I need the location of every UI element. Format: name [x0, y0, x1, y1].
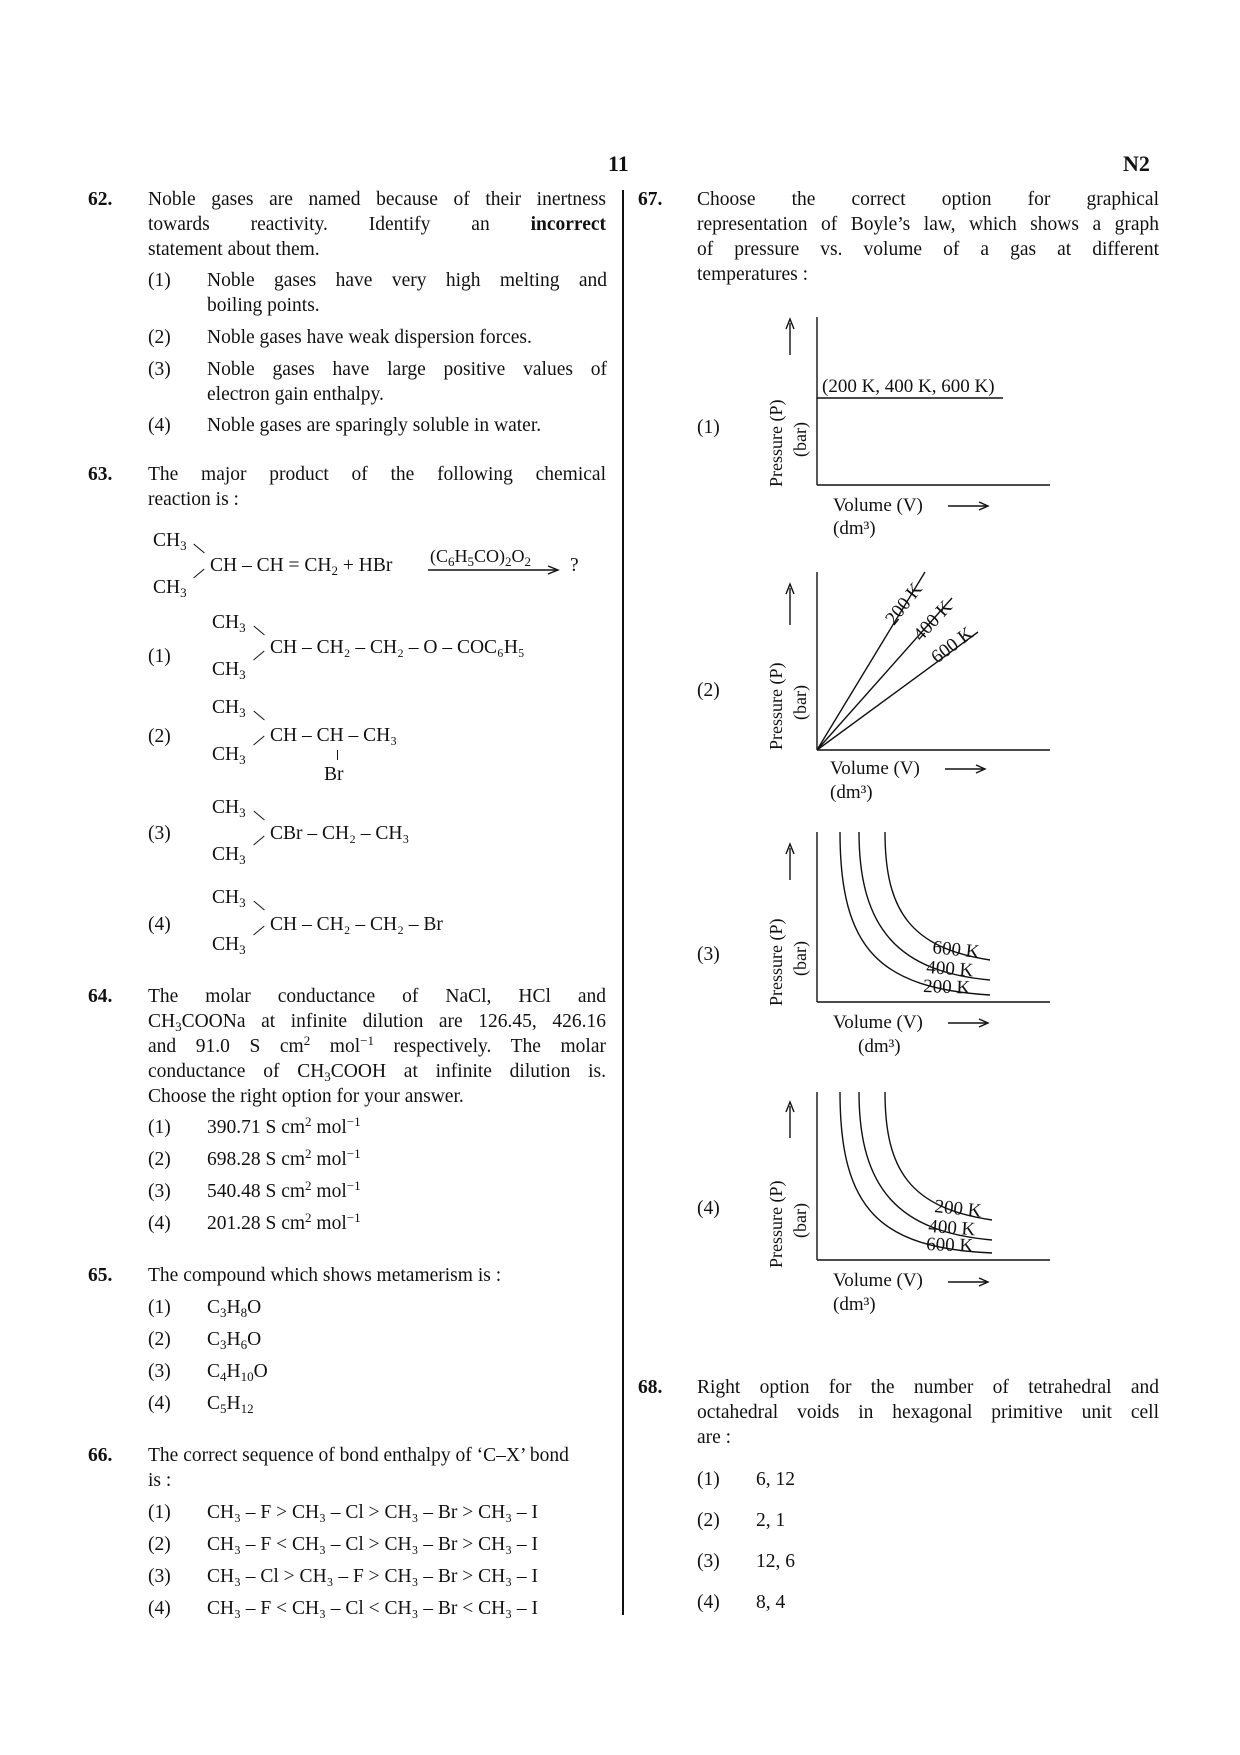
svg-text:Pressure (P): Pressure (P)	[766, 1180, 786, 1268]
svg-text:200 K: 200 K	[881, 579, 927, 630]
svg-text:(dm³): (dm³)	[833, 1294, 876, 1315]
svg-text:Volume (V): Volume (V)	[833, 495, 923, 516]
svg-text:600 K: 600 K	[931, 937, 981, 963]
svg-text:Volume (V): Volume (V)	[830, 758, 920, 779]
q67-graph-3	[760, 830, 1060, 1070]
svg-text:Volume (V): Volume (V)	[833, 1270, 923, 1291]
svg-text:200 K: 200 K	[922, 976, 971, 999]
q63-option-2-br: Br	[324, 764, 344, 785]
svg-text:(dm³): (dm³)	[830, 782, 873, 803]
q63-option-3-chain: CBr – CH₂ – CH₃	[270, 823, 410, 844]
svg-text:(bar): (bar)	[790, 941, 810, 976]
q63-text: The major product of the following chemical reaction is :	[148, 464, 606, 510]
q62-number: 62.	[88, 189, 113, 210]
svg-text:600 K: 600 K	[927, 622, 978, 668]
q65-text: The compound which shows metamerism is :	[148, 1265, 502, 1286]
svg-text:Pressure (P): Pressure (P)	[766, 918, 786, 1006]
column-divider	[622, 190, 624, 1615]
q62-text: Noble gases are named because of their inertness towards reactivity. Identify an incorrect statement about them.	[148, 189, 607, 260]
q67-number: 67.	[638, 189, 663, 210]
svg-text:200 K: 200 K	[933, 1196, 983, 1222]
q68-number: 68.	[638, 1377, 663, 1398]
q67-text: Choose the correct option for graphical representation of Boyle’s law, which shows a graph of pressure vs. volume of a gas at different temperatures :	[697, 189, 1159, 285]
svg-text:(dm³): (dm³)	[858, 1036, 901, 1057]
q67-graph-2	[760, 570, 1060, 810]
svg-text:600 K: 600 K	[925, 1234, 974, 1257]
svg-text:Pressure (P): Pressure (P)	[766, 662, 786, 750]
q67-graph-1	[760, 315, 1060, 540]
svg-text:Volume (V): Volume (V)	[833, 1012, 923, 1033]
q63-option-2-chain: CH – CH – CH₃	[270, 725, 398, 746]
q65-number: 65.	[88, 1265, 113, 1286]
svg-text:(bar): (bar)	[790, 422, 810, 457]
svg-text:400 K: 400 K	[925, 957, 974, 982]
q66-text: The correct sequence of bond enthalpy of ‘C–X’ bond is :	[148, 1445, 569, 1491]
q66-number: 66.	[88, 1445, 113, 1466]
svg-text:400 K: 400 K	[927, 1216, 976, 1241]
q63-number: 63.	[88, 464, 113, 485]
q67-graph-4	[760, 1090, 1060, 1330]
page-number: 11	[608, 151, 629, 176]
q63-option-4-chain: CH – CH₂ – CH₂ – Br	[270, 914, 443, 935]
q64-text: The molar conductance of NaCl, HCl and $CH_3COONa$ at infinite dilution are 126.45, 426.16 and 91.0 S $cm^2$ mol$^{-1}$ respectively. The molar conductance of $CH_3COOH$ at infinite dilution is. Choose the right option for your answer.	[148, 986, 606, 1107]
svg-text:Pressure (P): Pressure (P)	[766, 399, 786, 487]
svg-text:(bar): (bar)	[790, 685, 810, 720]
q63-option-1-chain: CH – CH₂ – CH₂ – O – COC₆H₅	[270, 637, 525, 658]
svg-text:(dm³): (dm³)	[833, 518, 876, 539]
svg-text:400 K: 400 K	[909, 596, 957, 646]
q68-text: Right option for the number of tetrahedral and octahedral voids in hexagonal primitive unit cell are :	[697, 1377, 1159, 1448]
paper-code: N2	[1123, 151, 1150, 176]
reaction-arrow	[428, 564, 563, 576]
svg-text:(bar): (bar)	[790, 1203, 810, 1238]
svg-text:(200 K, 400 K, 600 K): (200 K, 400 K, 600 K)	[822, 376, 995, 397]
q64-number: 64.	[88, 986, 113, 1007]
